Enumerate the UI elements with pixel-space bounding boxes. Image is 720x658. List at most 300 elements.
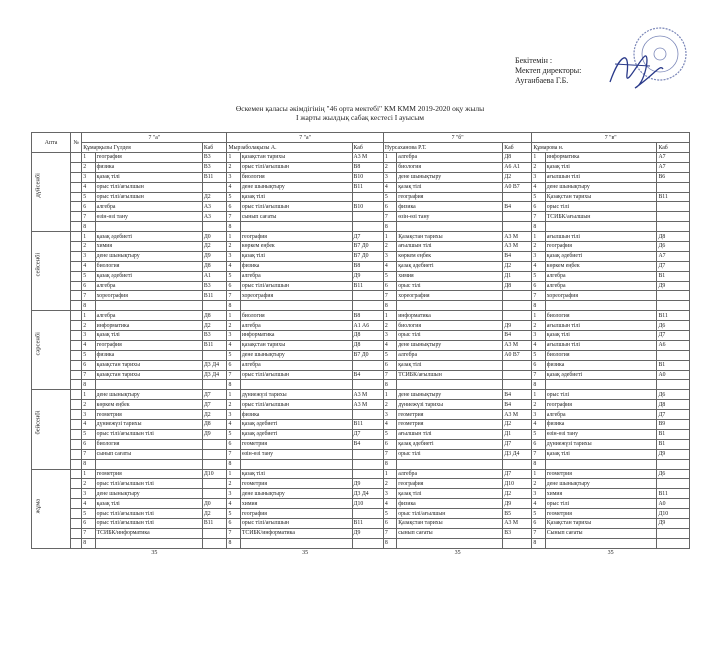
lesson-number: 5 [227,509,240,519]
lesson-number: 8 [532,301,545,311]
totals-row [32,548,690,557]
room-cell: В6 [657,172,690,182]
subject-cell [545,380,657,390]
room-cell: А0 В7 [503,182,532,192]
lesson-number: 4 [383,261,396,271]
table-row [32,509,690,519]
room-cell: А7 [657,162,690,172]
lesson-number: 6 [227,518,240,528]
subject-cell: қазақ әдебиеті [397,439,503,449]
lesson-number: 4 [227,420,240,430]
room-cell: Д9 [202,251,227,261]
table-row [32,360,690,370]
day-label [32,153,71,232]
room-cell: В8 [352,162,383,172]
room-cell: В4 [503,331,532,341]
room-cell [503,301,532,311]
row-number [71,429,82,439]
room-header-4: Каб [657,143,690,153]
room-cell: В11 [352,281,383,291]
lesson-number: 3 [227,331,240,341]
row-number [71,410,82,420]
subject-cell: ағылшын тілі [545,232,657,242]
day-label [32,232,71,311]
subject-cell: орыс тілі/ағылшын [240,518,352,528]
lesson-number: 4 [227,340,240,350]
room-cell: Д0 [202,499,227,509]
room-cell: А3 М [503,410,532,420]
row-number [71,242,82,252]
subject-cell: орыс тілі [397,331,503,341]
subject-cell: қазақ тілі [397,489,503,499]
lesson-number: 8 [227,380,240,390]
lesson-number: 5 [82,192,95,202]
subject-cell: дене шынықтыру [95,489,202,499]
room-cell: Д8 [352,340,383,350]
lesson-number: 5 [227,271,240,281]
lesson-number: 7 [82,528,95,538]
subject-cell: Сынып сағаты [545,528,657,538]
lesson-number: 1 [82,469,95,479]
room-cell: А1 [202,271,227,281]
day-name: сәрсенбі [34,331,42,356]
subject-cell: хореография [240,291,352,301]
room-cell: В11 [202,172,227,182]
table-row [32,331,690,341]
subject-cell: дене шынықтыру [397,172,503,182]
room-cell: В7 Д0 [352,350,383,360]
lesson-number: 2 [82,400,95,410]
room-cell: Д6 [657,242,690,252]
lesson-number: 8 [227,538,240,548]
subject-cell: сынып сағаты [240,212,352,222]
day-name: бейсенбі [34,410,42,435]
row-number [71,202,82,212]
lesson-number: 2 [82,242,95,252]
lesson-number: 1 [532,390,545,400]
row-number [71,350,82,360]
subject-cell: орыс тілі/ағылшын [95,192,202,202]
row-number [71,222,82,232]
room-cell: В4 [503,251,532,261]
lesson-number: 1 [82,311,95,321]
room-cell: В11 [352,518,383,528]
lesson-number: 7 [383,212,396,222]
room-cell: В4 [503,400,532,410]
lesson-number: 8 [82,301,95,311]
lesson-number: 7 [227,212,240,222]
subject-cell: геометрия [95,469,202,479]
table-row [32,162,690,172]
subject-cell: география [545,400,657,410]
lesson-number: 5 [532,509,545,519]
room-cell: Д7 [657,410,690,420]
room-cell: Д9 [503,499,532,509]
lesson-number: 8 [82,538,95,548]
subject-cell: география [545,242,657,252]
room-cell: В11 [202,518,227,528]
row-number [71,321,82,331]
lesson-number: 2 [532,162,545,172]
subject-cell: орыс тілі/ағылшын [397,509,503,519]
subject-cell: ағылшын тілі [397,429,503,439]
subject-cell: биология [397,321,503,331]
subject-cell: орыс тілі/ағылшын [240,162,352,172]
subject-cell: қазақ тілі [240,469,352,479]
room-cell [352,360,383,370]
row-number [71,528,82,538]
lesson-number: 5 [82,350,95,360]
room-cell [202,528,227,538]
subject-cell [95,538,202,548]
lesson-number: 5 [82,429,95,439]
subject-cell: сынып сағаты [397,528,503,538]
room-cell: Д9 [657,281,690,291]
subject-cell: орыс тілі/ағылшын [240,400,352,410]
subject-cell: химия [545,489,657,499]
subject-cell [240,222,352,232]
room-cell: В1 [657,439,690,449]
row-number [71,251,82,261]
lesson-number: 4 [532,340,545,350]
room-cell [657,182,690,192]
subject-cell: көркем еңбек [240,242,352,252]
lesson-number: 8 [227,301,240,311]
room-cell: А3 М [352,153,383,163]
room-cell: Д8 [657,400,690,410]
subject-cell [397,538,503,548]
room-cell: Д2 [503,420,532,430]
row-number [71,439,82,449]
subject-cell: дене шынықтыру [397,390,503,400]
room-cell: Д8 [202,420,227,430]
room-cell [202,459,227,469]
room-cell: Д8 [503,281,532,291]
lesson-number: 4 [532,420,545,430]
lesson-number: 7 [82,212,95,222]
teacher-3: Нурсаханова Р.Т. [383,143,502,153]
lesson-number: 8 [532,222,545,232]
lesson-number: 2 [532,400,545,410]
day-name: дүйсенбі [34,172,42,198]
lesson-number: 4 [383,340,396,350]
subject-cell: дене шынықтыру [545,479,657,489]
subject-cell: геометрия [240,439,352,449]
room-cell: А6 [657,340,690,350]
room-cell: Д3 Д4 [202,360,227,370]
table-row [32,479,690,489]
room-cell: Д9 [352,528,383,538]
lesson-number: 1 [383,311,396,321]
room-cell [657,202,690,212]
subject-cell: қазақстан тарихы [95,370,202,380]
room-cell: Д6 [657,469,690,479]
lesson-number: 4 [82,499,95,509]
room-cell: А0 В7 [503,350,532,360]
subject-cell: алгебра [240,271,352,281]
subject-cell: биология [240,172,352,182]
table-row [32,271,690,281]
subject-cell: қазақ әдебиеті [397,261,503,271]
subject-cell: биология [95,261,202,271]
lesson-number: 2 [383,242,396,252]
row-number [71,162,82,172]
row-number [71,182,82,192]
lesson-number: 8 [82,380,95,390]
subject-cell: алгебра [397,153,503,163]
subject-cell: қазақ тілі [545,331,657,341]
lesson-number: 2 [227,321,240,331]
lesson-number: 7 [532,212,545,222]
room-cell: В3 [202,331,227,341]
row-number [71,232,82,242]
subject-cell: Қазақстан тарихы [397,518,503,528]
lesson-number: 6 [82,202,95,212]
subject-cell: Қазақстан тарихы [397,232,503,242]
room-cell: Д0 [202,232,227,242]
lesson-number: 1 [227,390,240,400]
subject-cell: алгебра [95,202,202,212]
room-cell: А3 М [503,242,532,252]
lesson-number: 3 [383,331,396,341]
lesson-number: 3 [82,410,95,420]
subject-cell: география [95,153,202,163]
lesson-number: 8 [383,459,396,469]
subject-cell [240,301,352,311]
row-number [71,331,82,341]
subject-cell: көркем еңбек [95,400,202,410]
lesson-number: 1 [227,469,240,479]
subject-cell: орыс тілі/ағылшын тілі [95,509,202,519]
room-cell: В5 [503,509,532,519]
lesson-number: 3 [82,489,95,499]
lesson-number: 1 [532,469,545,479]
lesson-number: 1 [383,390,396,400]
room-cell: В4 [503,390,532,400]
subject-cell: орыс тілі [545,390,657,400]
subject-cell: қазақстан тарихы [240,153,352,163]
room-cell: Д9 [657,449,690,459]
lesson-number: 5 [383,271,396,281]
lesson-number: 2 [532,242,545,252]
lesson-number: 3 [383,410,396,420]
room-cell: В8 [352,311,383,321]
lesson-number: 6 [383,202,396,212]
room-cell [352,509,383,519]
lesson-number: 5 [227,350,240,360]
subject-cell: информатика [240,331,352,341]
room-cell: Д9 [202,429,227,439]
lesson-number: 4 [82,182,95,192]
room-cell [202,538,227,548]
subject-cell: өзін-өзі тану [240,449,352,459]
room-cell: Д2 [202,509,227,519]
subject-cell [545,459,657,469]
room-cell: Д1 [503,429,532,439]
subject-cell: физика [95,162,202,172]
subject-cell: дене шынықтыру [240,489,352,499]
subject-cell: орыс тілі/ағылшын [240,281,352,291]
lesson-number: 5 [532,192,545,202]
room-cell: Д8 [352,331,383,341]
room-cell [503,212,532,222]
room-cell [202,350,227,360]
lesson-number: 5 [82,271,95,281]
subject-cell [545,538,657,548]
subject-cell: ағылшын тілі [397,242,503,252]
room-cell: В10 [352,172,383,182]
lesson-number: 6 [227,202,240,212]
subject-cell: қазақ әдебиеті [95,232,202,242]
room-cell: А3 [202,202,227,212]
room-cell [657,212,690,222]
subject-cell: физика [397,202,503,212]
lesson-number: 1 [383,153,396,163]
subject-cell: орыс тілі/ағылшын тілі [95,518,202,528]
row-number [71,390,82,400]
row-number [71,172,82,182]
lesson-number: 2 [227,400,240,410]
table-row [32,281,690,291]
subject-cell: дүниежүзі тарихы [397,400,503,410]
table-row [32,390,690,400]
room-cell: Д8 [503,153,532,163]
row-number [71,153,82,163]
room-cell: А7 [657,251,690,261]
lesson-number: 2 [82,162,95,172]
subject-cell: дене шынықтыру [545,182,657,192]
lesson-number: 6 [532,281,545,291]
room-cell [352,192,383,202]
subject-cell: биология [95,439,202,449]
subject-cell: дене шынықтыру [397,340,503,350]
lesson-number: 8 [82,222,95,232]
room-cell: Д8 [202,261,227,271]
room-cell [352,410,383,420]
table-row [32,489,690,499]
room-cell [352,538,383,548]
lesson-number: 3 [82,331,95,341]
subject-cell: Қазақстан тарихы [545,192,657,202]
room-cell [503,311,532,321]
table-row [32,528,690,538]
lesson-number: 2 [383,162,396,172]
room-cell: Д9 [352,271,383,281]
subject-cell: дене шынықтыру [95,251,202,261]
subject-cell [397,459,503,469]
room-cell [503,538,532,548]
row-number [71,212,82,222]
row-number [71,281,82,291]
row-number [71,400,82,410]
table-row [32,212,690,222]
room-cell [202,301,227,311]
row-number [71,538,82,548]
subject-cell: алгебра [545,410,657,420]
lesson-number: 1 [383,469,396,479]
subject-cell: алгебра [545,271,657,281]
room-header-3: Каб [503,143,532,153]
table-row [32,340,690,350]
room-cell: Д6 [657,321,690,331]
room-cell [352,291,383,301]
room-cell: Д3 Д4 [352,489,383,499]
room-cell [503,192,532,202]
subject-cell: дүниежүзі тарихы [240,390,352,400]
row-number [71,449,82,459]
subject-cell: қазақ тілі [545,449,657,459]
room-cell: А3 М [352,390,383,400]
lesson-number: 5 [383,350,396,360]
lesson-number: 5 [532,429,545,439]
row-number [71,291,82,301]
subject-cell: физика [545,360,657,370]
subject-cell: геометрия [397,420,503,430]
lesson-number: 4 [82,261,95,271]
header-day: Апта [32,133,71,153]
room-cell [657,380,690,390]
subject-cell: физика [545,420,657,430]
room-cell: Д7 [503,469,532,479]
day-label [32,469,71,548]
room-cell [657,538,690,548]
lesson-number: 2 [532,479,545,489]
subject-cell: қазақ тілі [397,360,503,370]
lesson-number: 7 [383,370,396,380]
lesson-number: 8 [532,538,545,548]
header-row-classes [32,133,690,143]
room-cell: Д2 [503,261,532,271]
subject-cell: дене шынықтыру [95,390,202,400]
room-cell: А7 [657,153,690,163]
lesson-number: 6 [227,360,240,370]
approval-line-2: Мектеп директоры: [515,66,582,75]
room-cell: А3 М [503,518,532,528]
subject-cell [545,301,657,311]
room-cell: В4 [503,202,532,212]
table-row [32,251,690,261]
room-cell: А0 [657,499,690,509]
lesson-number: 8 [227,222,240,232]
subject-cell: қазақ тілі [95,499,202,509]
subject-cell: информатика [397,311,503,321]
table-row [32,499,690,509]
lesson-number: 7 [227,370,240,380]
row-number [71,489,82,499]
room-cell [352,449,383,459]
lesson-number: 2 [227,479,240,489]
lesson-number: 5 [383,509,396,519]
lesson-number: 3 [532,172,545,182]
row-number [71,518,82,528]
approval-line-1: Бекітемін : [515,56,553,65]
room-cell: А1 А6 [352,321,383,331]
room-cell [503,459,532,469]
lesson-number: 3 [82,172,95,182]
row-number [71,261,82,271]
subject-cell: орыс тілі [397,281,503,291]
lesson-number: 2 [82,321,95,331]
lesson-number: 5 [383,429,396,439]
subject-cell: география [397,192,503,202]
table-row [32,192,690,202]
subject-cell: химия [95,242,202,252]
lesson-number: 6 [532,360,545,370]
lesson-number: 1 [532,232,545,242]
lesson-number: 7 [532,528,545,538]
room-cell [352,301,383,311]
row-number [71,479,82,489]
